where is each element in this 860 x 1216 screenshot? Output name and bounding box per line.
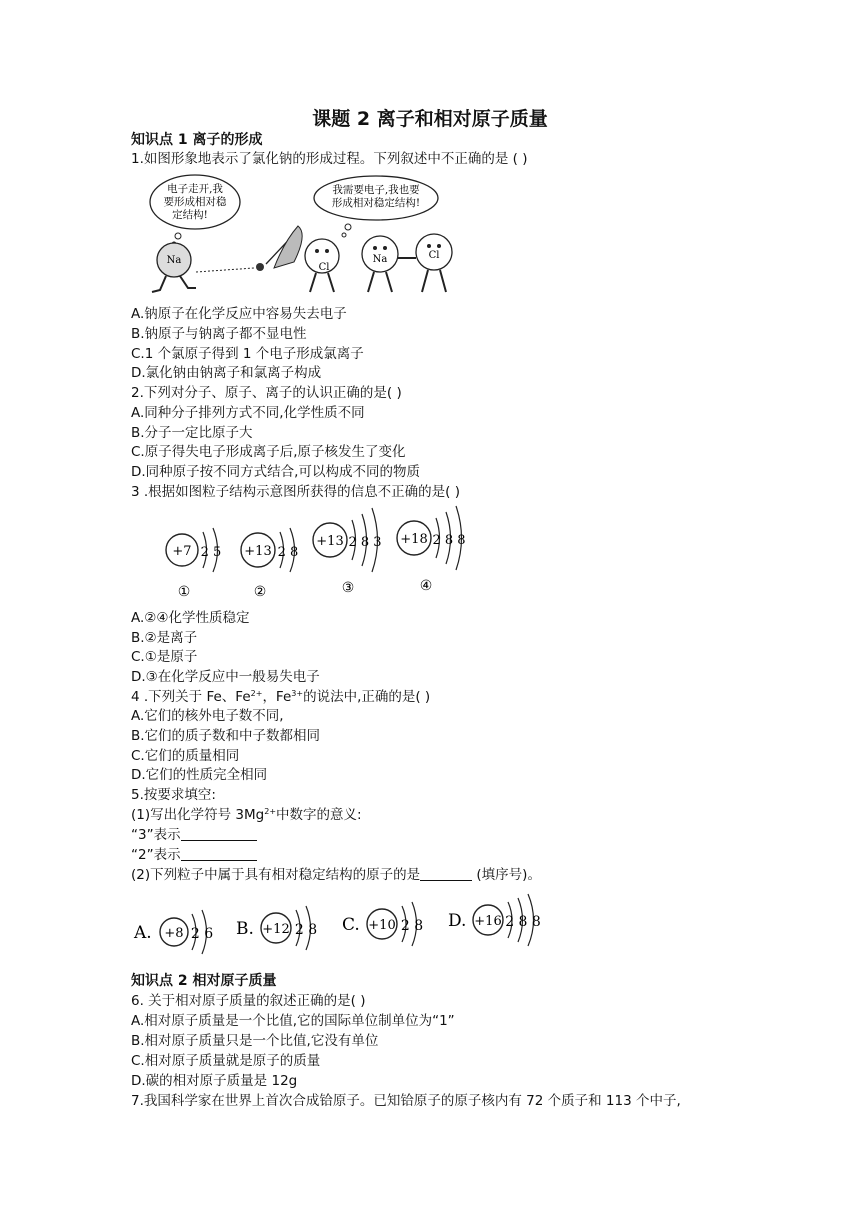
svg-text:2 8 8: 2 8 8	[505, 914, 541, 930]
q3-option-c: C.①是原子	[131, 649, 198, 665]
option-diagram-c	[342, 902, 423, 946]
svg-text:2 6: 2 6	[190, 926, 214, 942]
svg-text:2 8 8: 2 8 8	[432, 533, 466, 548]
q2-option-b: B.分子一定比原子大	[131, 425, 253, 441]
svg-text:A.: A.	[134, 923, 152, 943]
q2-option-d: D.同种原子按不同方式结合,可以构成不同的物质	[131, 464, 420, 480]
q3-option-b: B.②是离子	[131, 630, 198, 646]
svg-text:+16: +16	[474, 914, 502, 929]
q5-line-3: “3”表示	[131, 826, 257, 845]
atom-label: Cl	[318, 262, 330, 273]
svg-text:D.: D.	[448, 911, 467, 931]
q4-option-b: B.它们的质子数和中子数都相同	[131, 728, 321, 744]
svg-text:2 8: 2 8	[277, 545, 299, 560]
q6-option-b: B.相对原子质量只是一个比值,它没有单位	[131, 1033, 379, 1049]
svg-text:+8: +8	[164, 926, 184, 941]
svg-text:③: ③	[341, 580, 355, 596]
svg-text:2 5: 2 5	[200, 545, 222, 560]
svg-text:④: ④	[419, 578, 433, 594]
q1-option-c: C.1 个氯原子得到 1 个电子形成氯离子	[131, 346, 364, 362]
answer-blank[interactable]	[420, 867, 472, 881]
svg-text:B.: B.	[236, 919, 254, 939]
q2-option-c: C.原子得失电子形成离子后,原子核发生了变化	[131, 444, 406, 460]
option-diagram-d	[448, 894, 541, 946]
atom-label: Na	[166, 255, 182, 266]
bubble-left-line: 定结构!	[172, 209, 208, 221]
q6-option-c: C.相对原子质量就是原子的质量	[131, 1053, 321, 1069]
q4-option-c: C.它们的质量相同	[131, 748, 240, 764]
q5-line-2: “2”表示	[131, 846, 257, 865]
svg-text:2 8: 2 8	[400, 918, 424, 934]
svg-text:+18: +18	[400, 532, 428, 547]
q1-option-a: A.钠原子在化学反应中容易失去电子	[131, 306, 347, 322]
particle-diagram-4	[397, 506, 466, 594]
q6-stem: 6. 关于相对原子质量的叙述正确的是( )	[131, 993, 366, 1009]
svg-text:+13: +13	[316, 534, 344, 549]
bubble-right-line: 形成相对稳定结构!	[331, 197, 421, 209]
q1-option-b: B.钠原子与钠离子都不显电性	[131, 326, 307, 342]
q1-stem: 1.如图形象地表示了氯化钠的形成过程。下列叙述中不正确的是 ( )	[131, 151, 528, 167]
q5-part-1: (1)写出化学符号 $3Mg^{2+}$中数字的意义:	[131, 807, 362, 823]
q4-option-a: A.它们的核外电子数不同,	[131, 708, 284, 724]
svg-text:①: ①	[177, 584, 191, 600]
q3-particle-diagrams	[140, 500, 500, 604]
answer-blank[interactable]	[181, 827, 257, 841]
svg-text:2 8: 2 8	[294, 922, 318, 938]
q5-particle-diagrams	[130, 890, 550, 960]
svg-text:+10: +10	[368, 918, 396, 933]
q5-part-2: (2)下列粒子中属于具有相对稳定结构的原子的是 (填序号)。	[131, 867, 541, 883]
section-2-heading: 知识点 2 相对原子质量	[131, 973, 277, 989]
q3-option-d: D.③在化学反应中一般易失电子	[131, 669, 320, 685]
q5-stem: 5.按要求填空:	[131, 787, 216, 803]
q3-stem: 3 .根据如图粒子结构示意图所获得的信息不正确的是( )	[131, 484, 460, 500]
bubble-right-line: 我需要电子,我也要	[332, 184, 420, 196]
option-diagram-b	[236, 906, 317, 950]
answer-blank[interactable]	[181, 847, 257, 861]
q7-stem: 7.我国科学家在世界上首次合成铪原子。已知铪原子的原子核内有 72 个质子和 113 个中子,	[131, 1093, 681, 1109]
particle-diagram-3	[313, 508, 382, 596]
atom-label: Cl	[428, 250, 440, 261]
page-title: 课题 2 离子和相对原子质量	[312, 108, 548, 130]
q4-stem: 4 .下列关于 Fe、$Fe^{2+}$，$Fe^{3+}$的说法中,正确的是( )	[131, 689, 431, 705]
q1-option-d: D.氯化钠由钠离子和氯离子构成	[131, 365, 322, 381]
bubble-left-line: 要形成相对稳	[163, 196, 227, 208]
particle-diagram-1	[166, 528, 221, 600]
nacl-formation-illustration	[148, 172, 488, 302]
svg-text:+12: +12	[262, 922, 290, 937]
q2-option-a: A.同种分子排列方式不同,化学性质不同	[131, 405, 365, 421]
section-1-heading: 知识点 1 离子的形成	[131, 132, 263, 148]
bubble-left-line: 电子走开,我	[167, 183, 223, 195]
q6-option-a: A.相对原子质量是一个比值,它的国际单位制单位为“1”	[131, 1013, 455, 1029]
svg-text:2 8 3: 2 8 3	[348, 535, 382, 550]
option-diagram-a	[133, 910, 213, 954]
q4-option-d: D.它们的性质完全相同	[131, 767, 268, 783]
q3-option-a: A.②④化学性质稳定	[131, 610, 250, 626]
q6-option-d: D.碳的相对原子质量是 12g	[131, 1073, 298, 1089]
q2-stem: 2.下列对分子、原子、离子的认识正确的是( )	[131, 385, 402, 401]
svg-text:+13: +13	[244, 544, 272, 559]
svg-text:②: ②	[253, 584, 267, 600]
particle-diagram-2	[241, 528, 298, 600]
atom-label: Na	[372, 254, 388, 265]
svg-text:+7: +7	[172, 544, 192, 559]
svg-text:C.: C.	[342, 915, 360, 935]
